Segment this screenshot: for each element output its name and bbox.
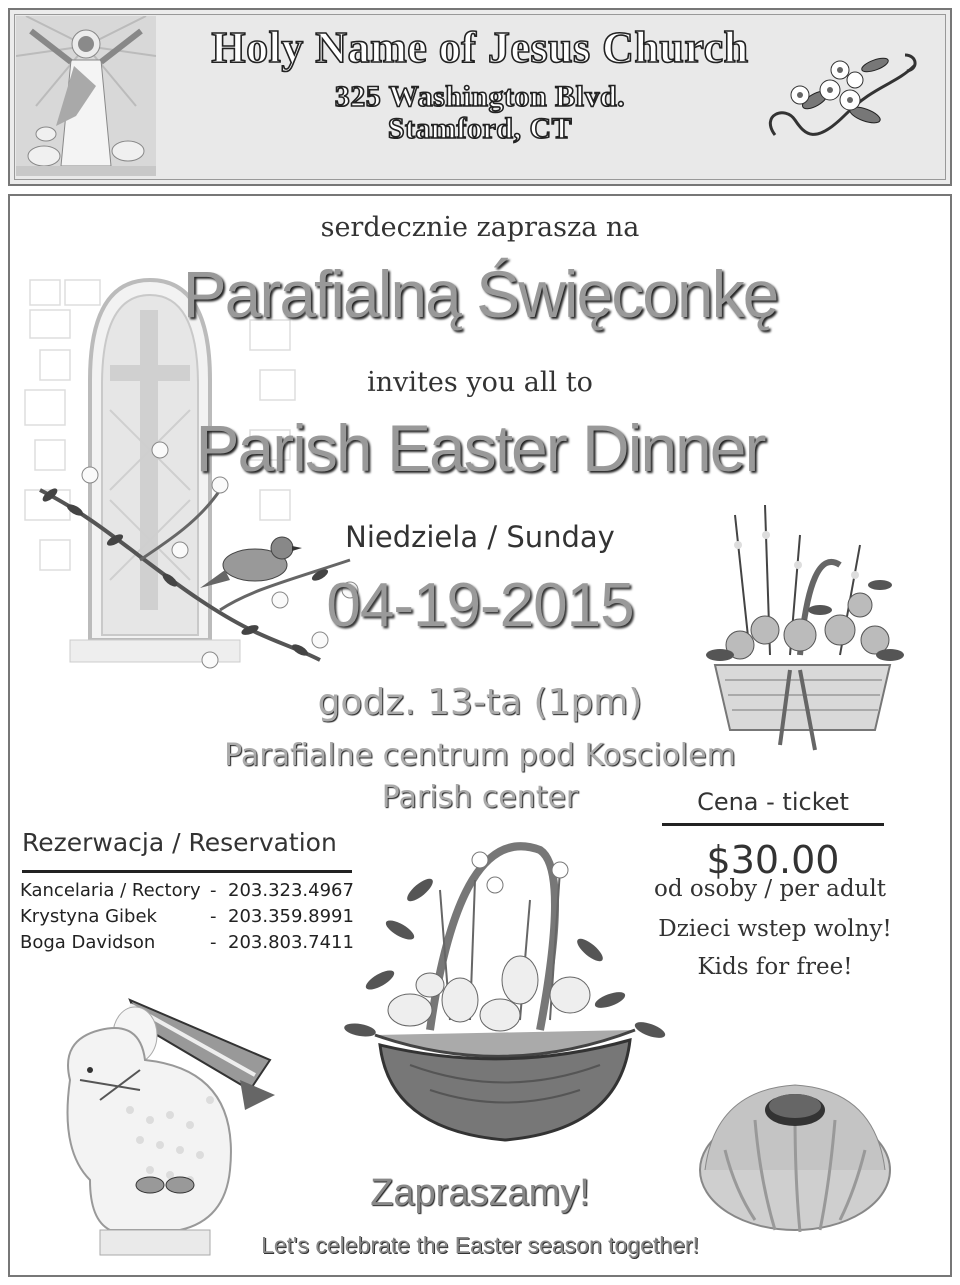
kids-free-english: Kids for free! [697, 954, 853, 980]
closing-text: Zapraszamy! [370, 1172, 590, 1214]
ticket-label: Cena - ticket [697, 788, 849, 816]
easter-basket-large [330, 830, 680, 1160]
babka-cake-illustration [695, 1060, 895, 1240]
flower-decoration [755, 45, 925, 155]
event-date: 04-19-2015 [326, 571, 634, 640]
contact-row [20, 906, 354, 932]
tagline-text: Let's celebrate the Easter season together! [261, 1232, 699, 1258]
jesus-illustration [16, 16, 156, 176]
contact-dash: - [210, 906, 217, 927]
contact-name: Krystyna Gibek [20, 906, 157, 927]
church-name: Holy Name of Jesus Church [211, 23, 749, 72]
venue-english: Parish center [381, 780, 579, 815]
polish-title: Parafialną Święconkę [182, 257, 778, 331]
church-address: 325 Washington Blvd. [334, 80, 626, 113]
contact-row [20, 932, 354, 958]
event-time: godz. 13-ta (1pm) [317, 682, 643, 723]
ticket-price: $30.00 [706, 838, 840, 882]
contact-list [20, 880, 354, 958]
contact-phone: 203.803.7411 [228, 932, 354, 953]
reservation-divider [22, 870, 352, 873]
venue-polish: Parafialne centrum pod Kosciolem [224, 738, 736, 773]
polish-intro: serdecznie zaprasza na [320, 212, 640, 243]
contact-name: Boga Davidson [20, 932, 156, 953]
church-city: Stamford, CT [387, 112, 573, 145]
reservation-title: Rezerwacja / Reservation [22, 828, 337, 857]
contact-row [20, 880, 354, 906]
contact-name: Kancelaria / Rectory [20, 880, 201, 901]
easter-basket-small [690, 505, 910, 755]
english-title: Parish Easter Dinner [195, 411, 765, 485]
ticket-per-adult: od osoby / per adult [654, 876, 886, 902]
ticket-divider [662, 823, 884, 826]
kids-free-polish: Dzieci wstep wolny! [658, 916, 892, 942]
contact-dash: - [210, 880, 217, 901]
contact-phone: 203.359.8991 [228, 906, 354, 927]
english-intro: invites you all to [367, 367, 593, 398]
event-day: Niedziela / Sunday [345, 520, 615, 554]
contact-dash: - [210, 932, 217, 953]
contact-phone: 203.323.4967 [228, 880, 354, 901]
sugar-lamb-illustration [40, 980, 280, 1270]
